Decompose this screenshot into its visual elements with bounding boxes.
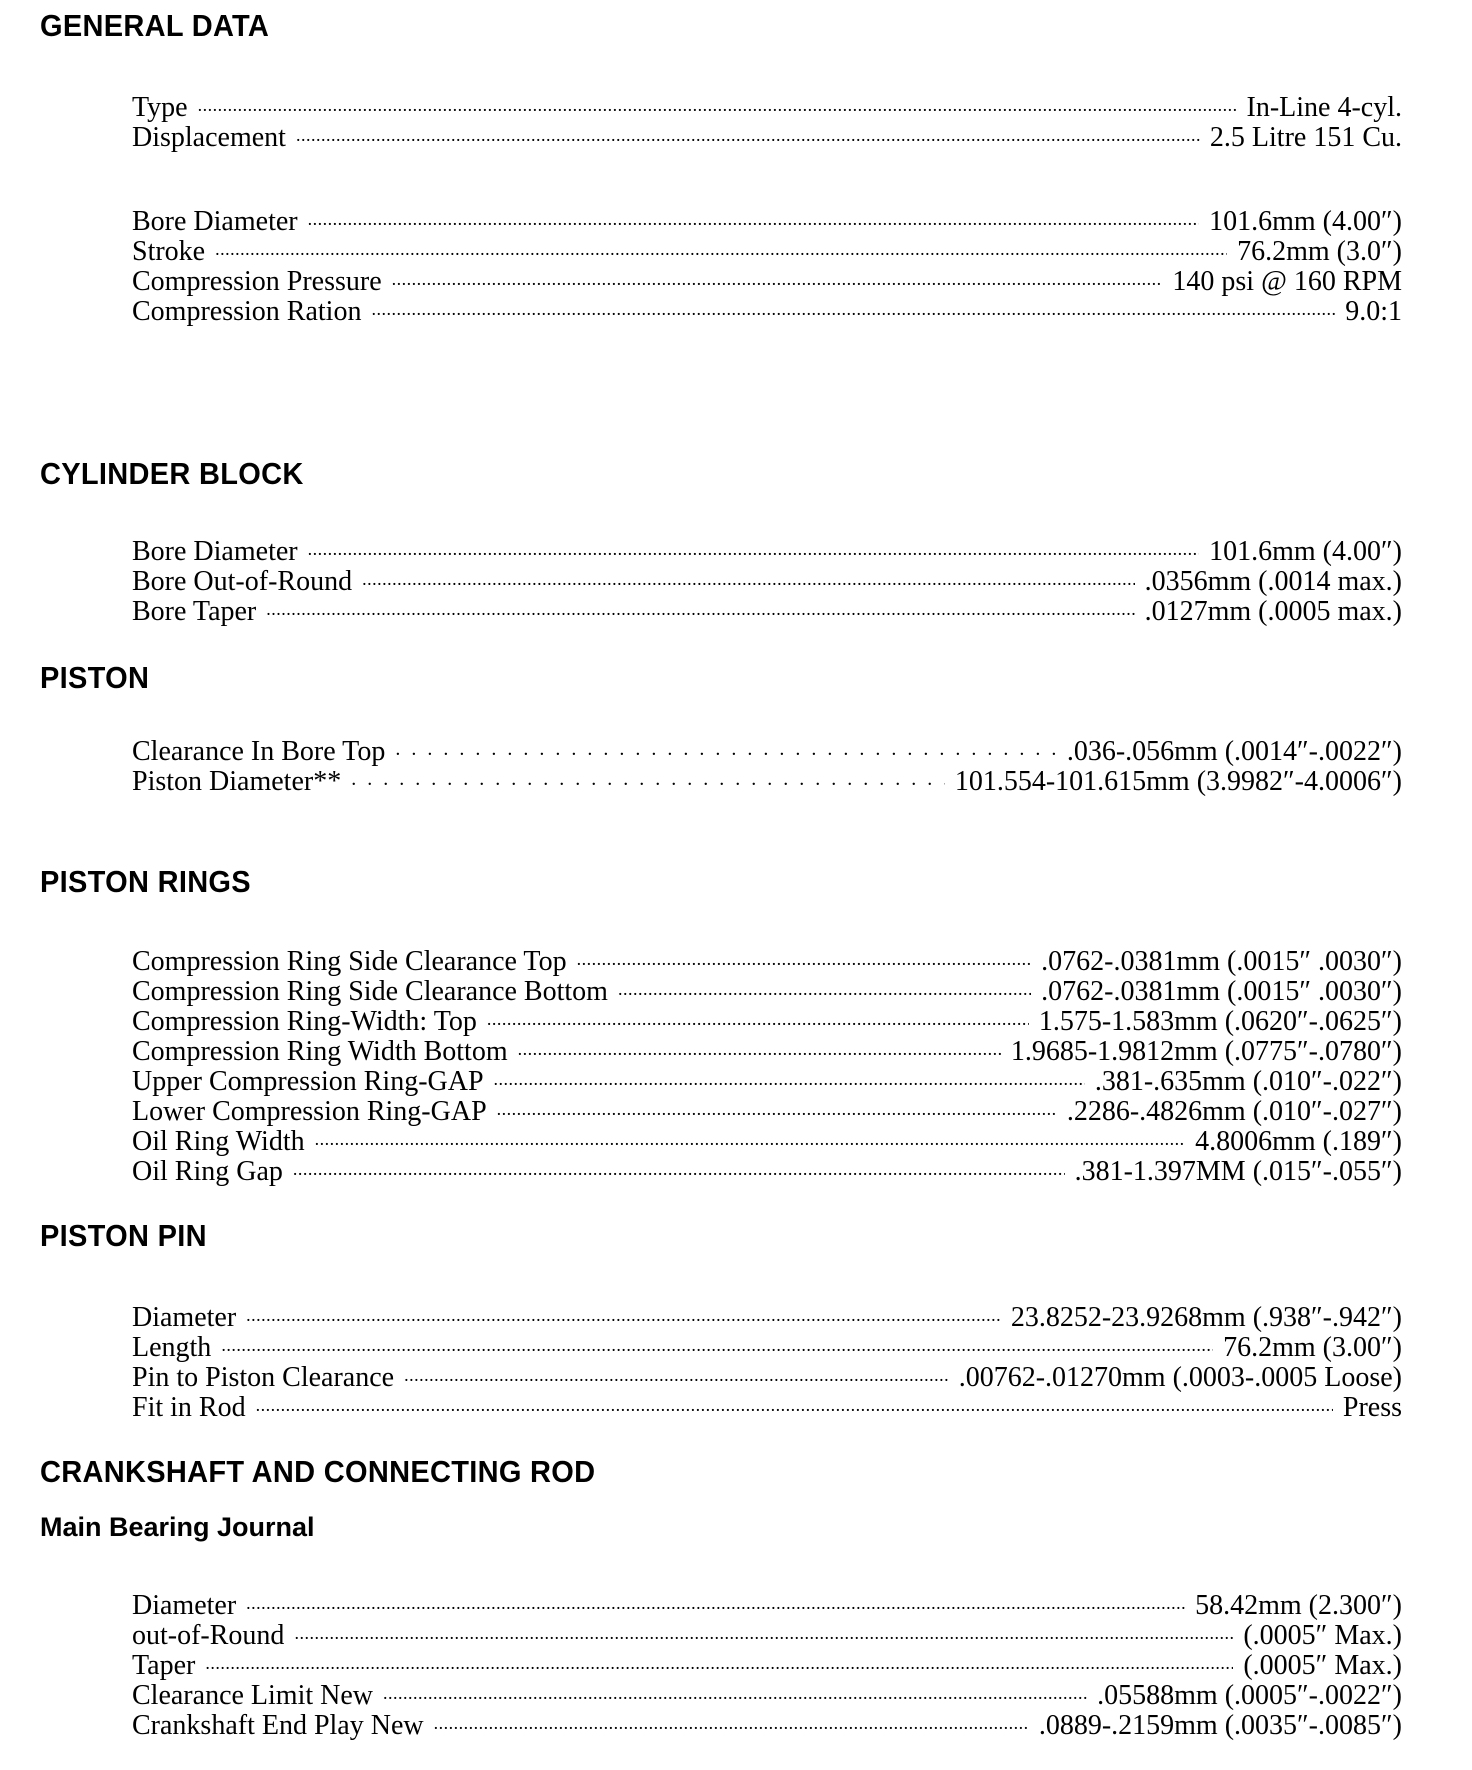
leader-dots xyxy=(205,1644,1233,1674)
spec-label: Compression Ration xyxy=(132,296,362,327)
leader-dots xyxy=(497,1090,1057,1120)
spec-label: Bore Diameter xyxy=(132,536,298,567)
leader-dots xyxy=(246,1296,1001,1326)
spec-row xyxy=(132,230,1402,267)
spec-label: Clearance In Bore Top xyxy=(132,736,386,767)
spec-row xyxy=(132,86,1402,123)
leader-dots xyxy=(392,260,1163,290)
leader-dots xyxy=(434,1704,1029,1734)
spec-label: Diameter xyxy=(132,1590,237,1621)
spec-row xyxy=(132,260,1402,297)
spec-row xyxy=(132,1584,1402,1621)
section-title-crankshaft: CRANKSHAFT AND CONNECTING ROD xyxy=(40,1456,596,1490)
spec-value: 58.42mm (2.300″) xyxy=(1195,1590,1402,1621)
spec-label: Diameter xyxy=(132,1302,237,1333)
leader-dots xyxy=(404,1356,949,1386)
spec-value: 4.8006mm (.189″) xyxy=(1195,1126,1402,1157)
leader-dots xyxy=(351,760,945,790)
spec-label: out-of-Round xyxy=(132,1620,285,1651)
spec-label: Displacement xyxy=(132,122,286,153)
spec-row xyxy=(132,1296,1402,1333)
spec-value: .0762-.0381mm (.0015″ .0030″) xyxy=(1041,946,1402,977)
spec-label: Clearance Limit New xyxy=(132,1680,374,1711)
piston-list xyxy=(132,730,1402,797)
section-title-piston-pin: PISTON PIN xyxy=(40,1220,207,1254)
leader-dots xyxy=(315,1120,1186,1150)
spec-value: 76.2mm (3.00″) xyxy=(1223,1332,1402,1363)
spec-row xyxy=(132,1356,1402,1393)
leader-dots xyxy=(371,290,1335,320)
spec-value: 2.5 Litre 151 Cu. xyxy=(1209,122,1402,153)
spec-value: 1.9685-1.9812mm (.0775″-.0780″) xyxy=(1010,1036,1402,1067)
spec-value: 76.2mm (3.0″) xyxy=(1237,236,1402,267)
spec-label: Oil Ring Width xyxy=(132,1126,305,1157)
spec-label: Oil Ring Gap xyxy=(132,1156,283,1187)
general-data-list-1 xyxy=(132,86,1402,153)
spec-label: Bore Out-of-Round xyxy=(132,566,353,597)
leader-dots xyxy=(395,730,1057,760)
spec-label: Fit in Rod xyxy=(132,1392,246,1423)
spec-value: (.0005″ Max.) xyxy=(1243,1650,1402,1681)
piston-rings-list xyxy=(132,940,1402,1187)
spec-value: .2286-.4826mm (.010″-.027″) xyxy=(1066,1096,1402,1127)
spec-value: In-Line 4-cyl. xyxy=(1246,92,1402,123)
leader-dots xyxy=(308,200,1200,230)
spec-label: Type xyxy=(132,92,188,123)
spec-row xyxy=(132,200,1402,237)
leader-dots xyxy=(293,1150,1065,1180)
crankshaft-list xyxy=(132,1584,1402,1741)
leader-dots xyxy=(494,1060,1085,1090)
cylinder-block-list xyxy=(132,530,1402,627)
leader-dots xyxy=(487,1000,1029,1030)
spec-value: .05588mm (.0005″-.0022″) xyxy=(1097,1680,1402,1711)
spec-label: Piston Diameter** xyxy=(132,766,342,797)
spec-label: Length xyxy=(132,1332,212,1363)
spec-value: 9.0:1 xyxy=(1345,296,1402,327)
spec-value: .381-.635mm (.010″-.022″) xyxy=(1094,1066,1402,1097)
spec-value: 1.575-1.583mm (.0620″-.0625″) xyxy=(1038,1006,1402,1037)
spec-label: Pin to Piston Clearance xyxy=(132,1362,395,1393)
spec-row xyxy=(132,1614,1402,1651)
spec-value: 101.6mm (4.00″) xyxy=(1209,536,1402,567)
section-title-piston-rings: PISTON RINGS xyxy=(40,866,251,900)
leader-dots xyxy=(215,230,1227,260)
spec-label: Compression Ring Side Clearance Top xyxy=(132,946,567,977)
leader-dots xyxy=(296,116,1200,146)
spec-label: Bore Taper xyxy=(132,596,257,627)
leader-dots xyxy=(198,86,1237,116)
spec-label: Taper xyxy=(132,1650,196,1681)
spec-value: .0762-.0381mm (.0015″ .0030″) xyxy=(1041,976,1402,1007)
spec-label: Compression Ring-Width: Top xyxy=(132,1006,477,1037)
leader-dots xyxy=(618,970,1031,1000)
general-data-list-2 xyxy=(132,200,1402,327)
spec-row xyxy=(132,730,1402,767)
leader-dots xyxy=(266,590,1134,620)
spec-value: .381-1.397MM (.015″-.055″) xyxy=(1074,1156,1402,1187)
spec-label: Compression Pressure xyxy=(132,266,382,297)
leader-dots xyxy=(308,530,1200,560)
spec-value: 23.8252-23.9268mm (.938″-.942″) xyxy=(1010,1302,1402,1333)
spec-row xyxy=(132,116,1402,153)
spec-row xyxy=(132,530,1402,567)
section-title-piston: PISTON xyxy=(40,662,150,696)
spec-label: Crankshaft End Play New xyxy=(132,1710,424,1741)
subsection-title-main-bearing-journal: Main Bearing Journal xyxy=(40,1512,315,1542)
spec-value: Press xyxy=(1342,1392,1402,1423)
spec-value: .0127mm (.0005 max.) xyxy=(1144,596,1402,627)
leader-dots xyxy=(577,940,1032,970)
spec-value: .0356mm (.0014 max.) xyxy=(1144,566,1402,597)
spec-value: 101.554-101.615mm (3.9982″-4.0006″) xyxy=(954,766,1402,797)
section-title-cylinder-block: CYLINDER BLOCK xyxy=(40,458,304,492)
spec-row xyxy=(132,1386,1402,1423)
spec-label: Lower Compression Ring-GAP xyxy=(132,1096,487,1127)
spec-label: Compression Ring Width Bottom xyxy=(132,1036,508,1067)
spec-row xyxy=(132,1644,1402,1681)
spec-row xyxy=(132,1674,1402,1711)
section-title-general-data: GENERAL DATA xyxy=(40,10,270,44)
spec-label: Upper Compression Ring-GAP xyxy=(132,1066,484,1097)
piston-pin-list xyxy=(132,1296,1402,1423)
spec-row xyxy=(132,1326,1402,1363)
spec-value: .036-.056mm (.0014″-.0022″) xyxy=(1066,736,1402,767)
spec-value: .0889-.2159mm (.0035″-.0085″) xyxy=(1038,1710,1402,1741)
leader-dots xyxy=(383,1674,1087,1704)
spec-label: Bore Diameter xyxy=(132,206,298,237)
spec-value: .00762-.01270mm (.0003-.0005 Loose) xyxy=(958,1362,1402,1393)
spec-value: 101.6mm (4.00″) xyxy=(1209,206,1402,237)
spec-label: Stroke xyxy=(132,236,206,267)
leader-dots xyxy=(221,1326,1213,1356)
leader-dots xyxy=(256,1386,1333,1416)
leader-dots xyxy=(294,1614,1233,1644)
spec-row xyxy=(132,940,1402,977)
spec-label: Compression Ring Side Clearance Bottom xyxy=(132,976,608,1007)
leader-dots xyxy=(518,1030,1001,1060)
leader-dots xyxy=(362,560,1135,590)
spec-value: (.0005″ Max.) xyxy=(1243,1620,1402,1651)
spec-value: 140 psi @ 160 RPM xyxy=(1172,266,1402,297)
leader-dots xyxy=(246,1584,1185,1614)
